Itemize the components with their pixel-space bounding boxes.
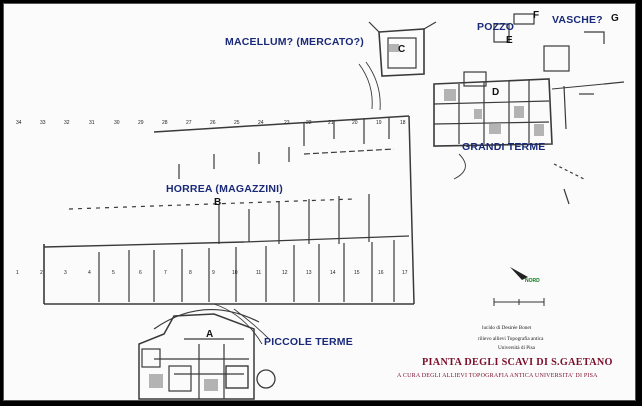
room-number: 14 bbox=[330, 270, 336, 276]
room-number: 26 bbox=[210, 120, 216, 126]
horrea-east-wall bbox=[409, 116, 414, 304]
map-sheet bbox=[3, 3, 636, 401]
macellum-label: MACELLUM? (MERCATO?) bbox=[225, 36, 364, 48]
room-number: 16 bbox=[378, 270, 384, 276]
room-number: 23 bbox=[284, 120, 290, 126]
site-letter-e: E bbox=[506, 35, 513, 46]
room-number: 15 bbox=[354, 270, 360, 276]
room-number: 25 bbox=[234, 120, 240, 126]
room-number: 28 bbox=[162, 120, 168, 126]
room-number: 31 bbox=[89, 120, 95, 126]
room-number: 3 bbox=[64, 270, 67, 276]
room-number: 5 bbox=[112, 270, 115, 276]
room-number: 34 bbox=[16, 120, 22, 126]
north-label: NORD bbox=[525, 278, 540, 284]
room-number: 24 bbox=[258, 120, 264, 126]
credit-line-2: rilievo allievi Topografia antica bbox=[478, 336, 544, 342]
room-number: 30 bbox=[114, 120, 120, 126]
room-number: 12 bbox=[282, 270, 288, 276]
room-number: 19 bbox=[376, 120, 382, 126]
room-number: 33 bbox=[40, 120, 46, 126]
site-letter-a: A bbox=[206, 329, 214, 340]
room-number: 32 bbox=[64, 120, 70, 126]
room-number: 7 bbox=[164, 270, 167, 276]
site-letter-b: B bbox=[214, 197, 222, 208]
room-number: 21 bbox=[328, 120, 334, 126]
map-title: PIANTA DEGLI SCAVI DI S.GAETANO bbox=[422, 357, 613, 368]
room-number: 22 bbox=[306, 120, 312, 126]
room-number: 6 bbox=[139, 270, 142, 276]
room-number: 1 bbox=[16, 270, 19, 276]
room-number: 29 bbox=[138, 120, 144, 126]
room-number: 8 bbox=[189, 270, 192, 276]
grandi-terme-label: GRANDI TERME bbox=[462, 141, 546, 153]
scale-bar bbox=[494, 298, 544, 306]
horrea-inner-corridor bbox=[44, 242, 244, 247]
vasche-label: VASCHE? bbox=[552, 14, 603, 26]
room-number: 20 bbox=[352, 120, 358, 126]
room-number: 27 bbox=[186, 120, 192, 126]
room-number: 10 bbox=[232, 270, 238, 276]
room-number: 9 bbox=[212, 270, 215, 276]
site-letter-c: C bbox=[398, 44, 406, 55]
map-subtitle: A CURA DEGLI ALLIEVI TOPOGRAFIA ANTICA UNIVERSITA' DI PISA bbox=[397, 373, 598, 379]
pozzo-label: POZZO bbox=[477, 21, 515, 33]
credit-line-3: Università di Pisa bbox=[498, 345, 535, 351]
room-number: 13 bbox=[306, 270, 312, 276]
room-number: 17 bbox=[402, 270, 408, 276]
site-letter-f: F bbox=[533, 10, 540, 21]
room-number: 4 bbox=[88, 270, 91, 276]
piccole-terme-label: PICCOLE TERME bbox=[264, 336, 353, 348]
room-number: 11 bbox=[256, 270, 262, 276]
horrea-north-wall bbox=[154, 116, 409, 132]
room-number: 2 bbox=[40, 270, 43, 276]
site-letter-d: D bbox=[492, 87, 500, 98]
room-number: 18 bbox=[400, 120, 406, 126]
horrea-label: HORREA (MAGAZZINI) bbox=[166, 183, 283, 195]
credit-line-1: lucido di Desirée Bonet bbox=[482, 325, 532, 331]
site-letter-g: G bbox=[611, 13, 619, 24]
